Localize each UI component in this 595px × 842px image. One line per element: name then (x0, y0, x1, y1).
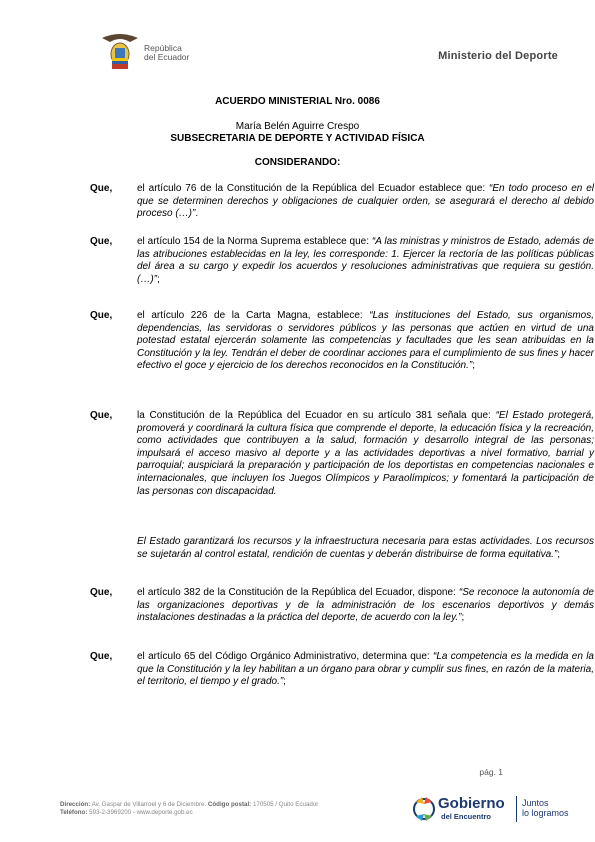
clause-text (137, 310, 594, 373)
government-name: Gobierno (438, 795, 505, 812)
footer-address-line-1 (60, 801, 318, 809)
clause-label: Que, (90, 183, 113, 194)
clause-tail: ; (283, 676, 286, 688)
clause-text (137, 536, 594, 561)
slogan-line-1: Juntos (522, 798, 549, 808)
clause-quote: “A las ministras y ministros de Estado, además de las atribuciones establecidas en la ley, les corresponde: 1. Ejercer la rectoría de las políticas públicas del área a su cargo y expedir los acuerdos y resoluciones administrativas que requiera su gestión. (…)” (137, 236, 594, 285)
clause-plain: el artículo 65 del Código Orgánico Administrativo, determina que: (137, 651, 433, 662)
clause-quote: “La competencia es la medida en la que la Constitución y la ley habilitan a un órgano para obrar y cumplir sus fines, en razón de la materia, el territorio, el tiempo y el grado.” (137, 651, 594, 688)
clause-tail: ; (157, 273, 160, 285)
clause-label: Que, (90, 310, 113, 321)
clause-tail: ; (472, 360, 475, 372)
ministry-name: Ministerio del Deporte (438, 50, 558, 62)
government-mark-icon (412, 794, 436, 824)
clause-plain: el artículo 154 de la Norma Suprema establece que: (137, 236, 372, 247)
clause-tail: ; (461, 612, 465, 624)
footer-address-line-2 (60, 809, 318, 817)
clause-label: Que, (90, 236, 113, 247)
government-logo (412, 792, 577, 828)
clause-text (137, 587, 594, 625)
clause-plain: el artículo 382 de la Constitución de la República del Ecuador, dispone: (137, 587, 459, 598)
clause-text (137, 183, 594, 221)
republic-line-2: del Ecuador (144, 52, 190, 62)
clause-quote: El Estado garantizará los recursos y la infraestructura necesaria para estas actividades. Los recursos se sujetarán al control estatal, rendición de cuentas y deberán distribuirse de forma equitativa.” (137, 536, 594, 560)
government-slogan (522, 798, 569, 818)
republic-line-1: República (144, 43, 182, 53)
clause-label: Que, (90, 410, 113, 421)
clause-plain: el artículo 76 de la Constitución de la República del Ecuador establece que: (137, 183, 490, 194)
coat-of-arms-icon (100, 30, 140, 74)
clause-tail: . (195, 208, 199, 220)
phone-label: Teléfono: (60, 809, 88, 816)
clause-tail: ; (557, 548, 561, 560)
postal-label: Código postal: (207, 801, 252, 808)
republic-logo (100, 30, 210, 74)
signatory-role: SUBSECRETARIA DE DEPORTE Y ACTIVIDAD FÍSICA (170, 133, 425, 144)
agreement-title: ACUERDO MINISTERIAL Nro. 0086 (215, 96, 380, 107)
slogan-line-2: lo logramos (522, 808, 569, 818)
considering-heading: CONSIDERANDO: (254, 157, 341, 168)
postal-value: 170505 / Quito Ecuador (252, 801, 319, 808)
clause-quote: “Se reconoce la autonomía de las organizaciones deportivas y de la administración de los escenarios deportivos y demás instalaciones destinadas a la práctica del deporte, de acuerdo con la ley.” (137, 587, 594, 624)
address-label: Dirección: (60, 801, 91, 808)
clause-text (137, 236, 594, 286)
republic-name (144, 44, 189, 62)
clause-label: Que, (90, 651, 113, 662)
clause-plain: la Constitución de la República del Ecuador en su artículo 381 señala que: (137, 410, 496, 421)
clause-quote: “En todo proceso en el que se determinen derechos y obligaciones de cualquier orden, se asegurará el derecho al debido proceso (…)” (137, 183, 594, 220)
clause-plain: el artículo 226 de la Carta Magna, establece: (137, 310, 370, 321)
footer-address (60, 801, 318, 817)
clause-text (137, 410, 594, 498)
page-number: pág. 1 (479, 767, 503, 777)
clause-quote: “Las instituciones del Estado, sus organismos, dependencias, las servidoras o servidores públicos y las personas que actúen en virtud de una potestad estatal ejercerán solamente las competencias y facultades que les sean atribuidas en la Constitución y la ley. Tendrán el deber de coordinar acciones para el cumplimiento de sus fines y hacer efectivo el goce y ejercicio de los derechos reconocidos en la Constitución.” (137, 310, 594, 372)
clause-quote: “El Estado protegerá, promoverá y coordinará la cultura física que comprende el deporte, la educación física y la recreación, como actividades que contribuyen a la salud, formación y desarrollo integral de las personas; impulsará el acceso masivo al deporte y a las actividades deportivas a nivel formativo, barrial y parroquial; auspiciará la preparación y participación de los deportistas en competencias nacionales e internacionales, que incluyen los Juegos Olímpicos y Paraolímpicos; y fomentará la participación de las personas con discapacidad. (137, 410, 594, 497)
signatory-name: María Belén Aguirre Crespo (235, 121, 360, 132)
clause-text (137, 651, 594, 689)
phone-value: 593-2-3969200 - www.deporte.gob.ec (89, 809, 193, 816)
logo-divider (516, 796, 517, 822)
address-value: Av. Gaspar de Villarroel y 6 de Diciembre. (91, 801, 207, 808)
clause-label: Que, (90, 587, 113, 598)
government-subtitle: del Encuentro (441, 812, 492, 821)
